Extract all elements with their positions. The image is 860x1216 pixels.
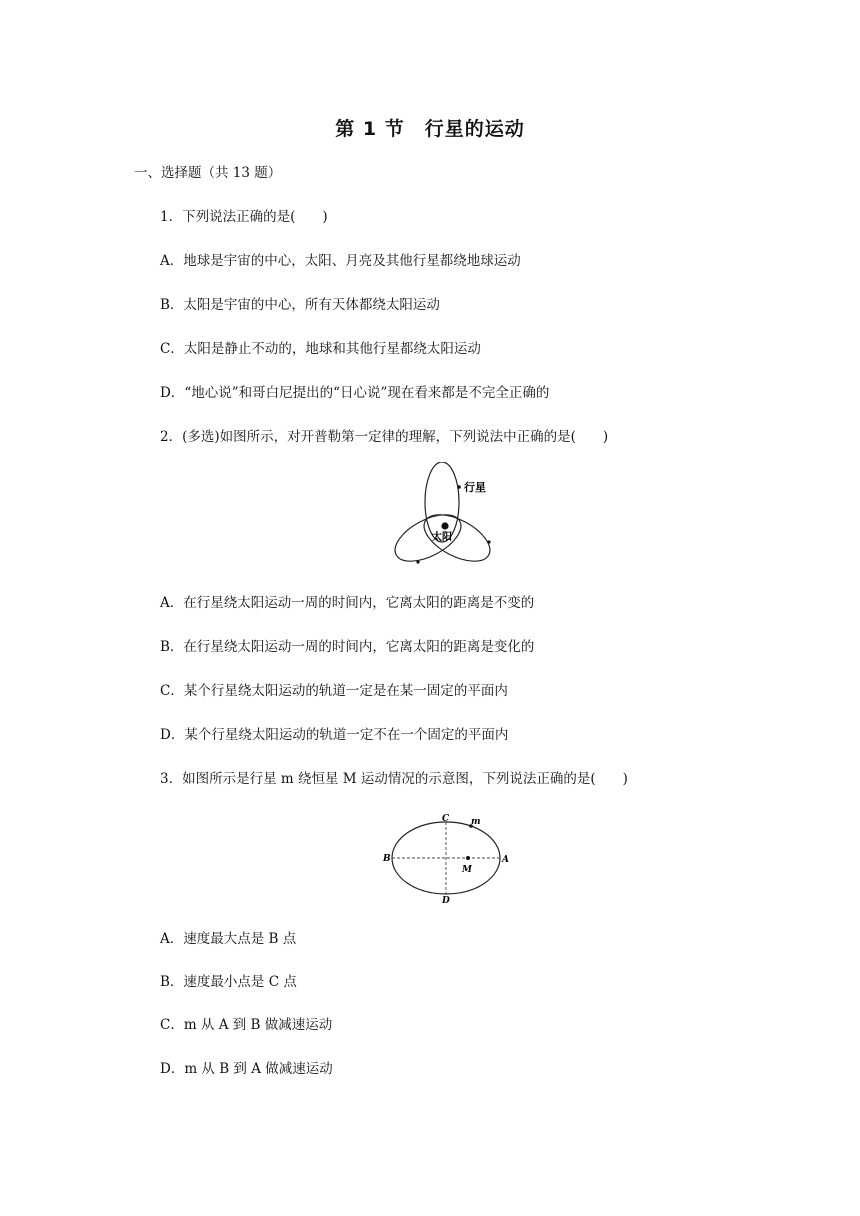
elliptical-orbit-figure (378, 810, 514, 906)
star-M-dot (466, 856, 470, 860)
label-M: M (462, 865, 472, 875)
question-1-option-a: A．地球是宇宙的中心，太阳、月亮及其他行星都绕地球运动 (160, 253, 521, 269)
label-D: D (442, 896, 450, 906)
kepler-orbits-figure (380, 462, 520, 574)
planet-label: 行星 (464, 481, 486, 494)
question-1-option-d: D．“地心说”和哥白尼提出的“日心说”现在看来都是不完全正确的 (160, 385, 550, 401)
label-m: m (471, 817, 481, 827)
sun-label: 太阳 (432, 532, 452, 543)
question-2-option-b: B．在行星绕太阳运动一周的时间内，它离太阳的距离是变化的 (160, 639, 535, 655)
question-3-stem: 3．如图所示是行星 m 绕恒星 M 运动情况的示意图，下列说法正确的是( ) (160, 771, 628, 787)
section-heading: 一、选择题（共 13 题） (134, 165, 282, 181)
vertical-orbit (425, 462, 459, 542)
label-A: A (502, 855, 509, 865)
page-title: 第 1 节 行星的运动 (335, 118, 525, 140)
label-B: B (383, 854, 391, 864)
question-2-option-c: C．某个行星绕太阳运动的轨道一定是在某一固定的平面内 (160, 683, 508, 699)
question-3-option-d: D．m 从 B 到 A 做减速运动 (160, 1061, 333, 1077)
question-3-option-b: B．速度最小点是 C 点 (160, 974, 297, 990)
question-2-stem: 2．(多选)如图所示，对开普勒第一定律的理解，下列说法中正确的是( ) (160, 429, 609, 445)
orbit-dot-right (487, 540, 490, 543)
orbit-dot-bottom (416, 560, 419, 563)
question-1-option-c: C．太阳是静止不动的，地球和其他行星都绕太阳运动 (160, 341, 481, 357)
question-1-option-b: B．太阳是宇宙的中心，所有天体都绕太阳运动 (160, 297, 440, 313)
label-C: C (442, 814, 450, 824)
question-1-stem: 1．下列说法正确的是( ) (160, 209, 328, 225)
sun-dot (441, 522, 448, 529)
question-3-option-c: C．m 从 A 到 B 做减速运动 (160, 1017, 333, 1033)
question-2-option-a: A．在行星绕太阳运动一周的时间内，它离太阳的距离是不变的 (160, 595, 535, 611)
tilted-orbit-right (417, 505, 497, 571)
question-3-option-a: A．速度最大点是 B 点 (160, 931, 297, 947)
tilted-orbit-left (388, 505, 468, 571)
question-2-option-d: D．某个行星绕太阳运动的轨道一定不在一个固定的平面内 (160, 727, 509, 743)
planet-dot (457, 485, 461, 489)
